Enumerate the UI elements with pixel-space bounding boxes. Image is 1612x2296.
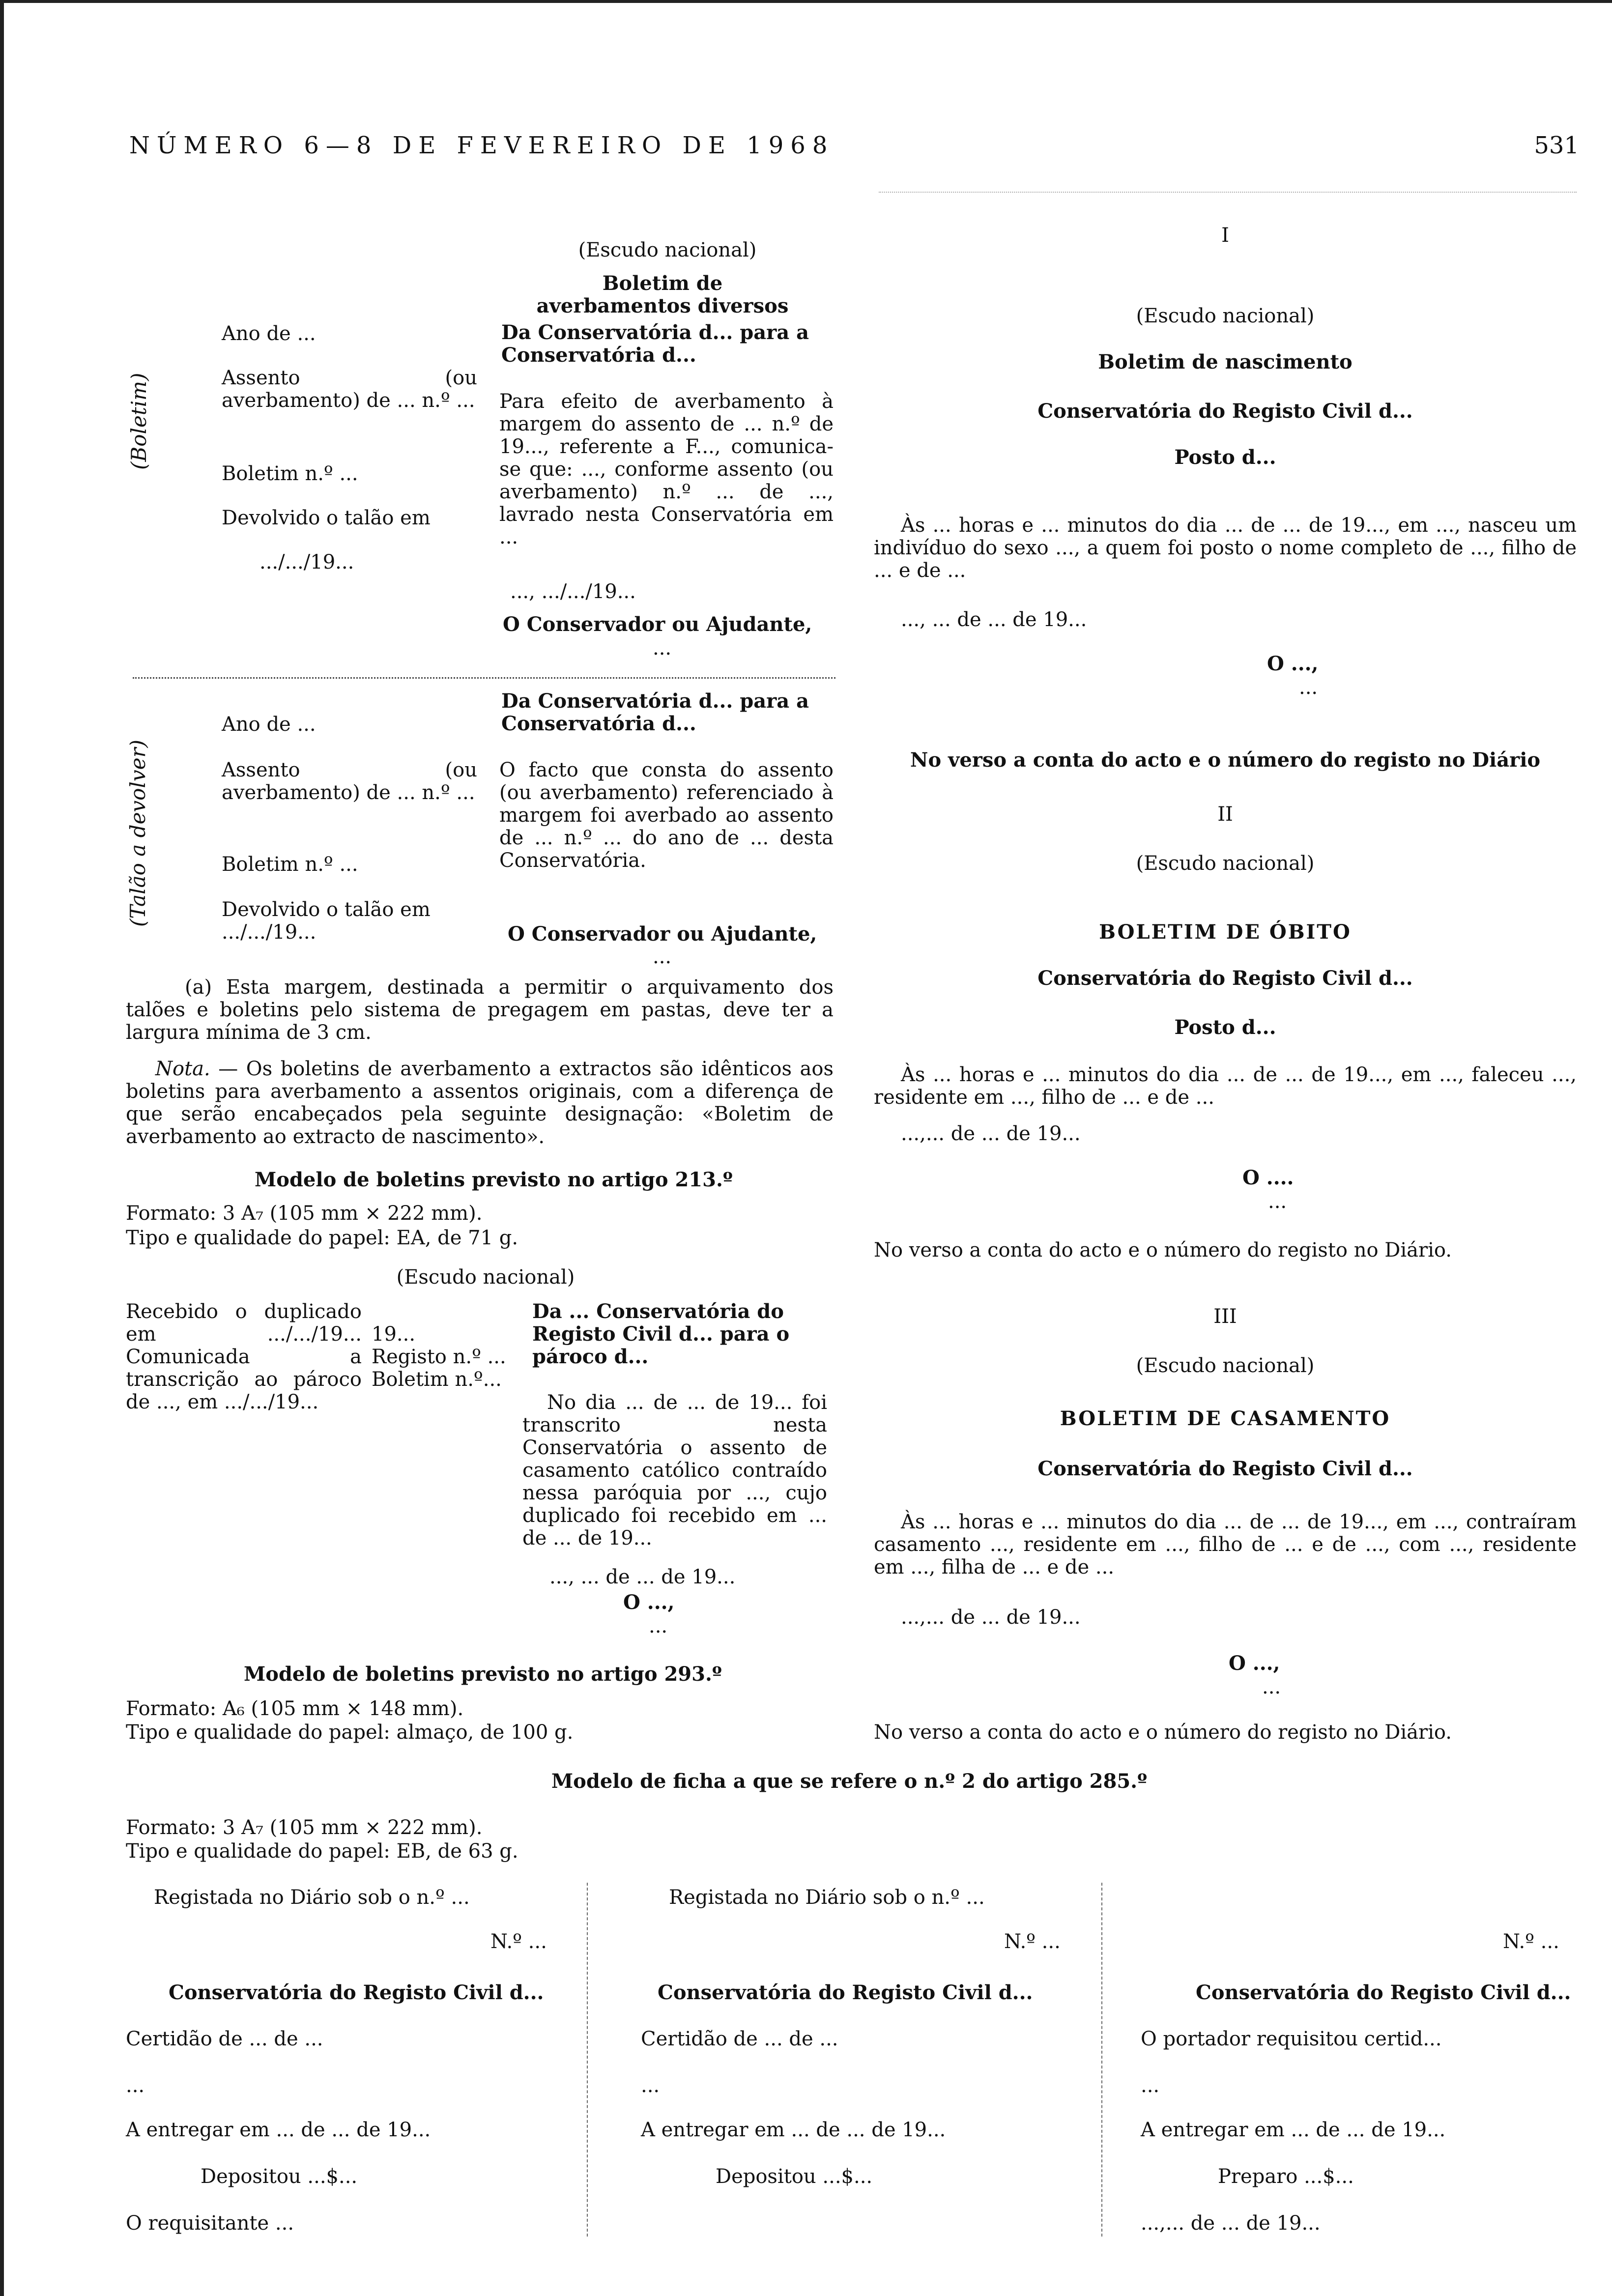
modelo-213-col2-c: Boletim n.º...	[372, 1368, 502, 1391]
averb-place-date: ..., .../.../19...	[510, 580, 636, 603]
ficha-c2-num: N.º ...	[1004, 1930, 1061, 1953]
modelo-293-title: Modelo de boletins previsto no artigo 293.º	[244, 1663, 722, 1686]
ficha-c3-date: ...,... de ... de 19...	[1141, 2212, 1321, 2235]
page-number: 531	[1534, 132, 1579, 159]
boletim-I-posto: Posto d...	[1174, 446, 1276, 469]
modelo-213-place-date: ..., ... de ... de 19...	[549, 1566, 736, 1588]
boletim-I-date: ..., ... de ... de 19...	[901, 608, 1087, 631]
boletim-III-body: Às ... horas e ... minutos do dia ... de ... de 19..., em ..., contraíram casamento ..., residente em ..., filho de ... e de ..., com ..., residente em ..., filha de ... e de ...	[874, 1511, 1577, 1578]
nota-text: — Os boletins de averbamento a extractos são idênticos aos boletins para averbamento a assentos originais, com a diferença de que serão encabeçados pela seguinte designação: «Boletim de averbamento ao extracto de nascimento».	[126, 1058, 834, 1148]
page-header	[129, 132, 1579, 166]
modelo-213-sign-dots: ...	[649, 1615, 668, 1637]
ficha-title: Modelo de ficha a que se refere o n.º 2 do artigo 285.º	[551, 1770, 1148, 1793]
modelo-213-formato: Formato: 3 A₇ (105 mm × 222 mm).	[126, 1202, 483, 1225]
vertical-label-talao: (Talão a devolver)	[126, 740, 150, 927]
boletim-I-number: I	[1221, 224, 1229, 247]
modelo-293-formato: Formato: A₆ (105 mm × 148 mm).	[126, 1697, 464, 1720]
boletim-III-sign: O ...,	[1229, 1652, 1280, 1675]
boletim-I-verso: No verso a conta do acto e o número do registo no Diário	[910, 748, 1541, 772]
averb-signature: O Conservador ou Ajudante,	[503, 613, 812, 636]
vertical-label-boletim: (Boletim)	[127, 373, 151, 470]
averb-left-assento: Assento (ou averbamento) de ... n.º ...	[222, 367, 477, 412]
header-rule	[879, 192, 1577, 193]
modelo-213-tipo: Tipo e qualidade do papel: EA, de 71 g.	[126, 1227, 518, 1249]
averb-body: Para efeito de averbamento à margem do assento de ... n.º de 19..., referente a F..., comunica-se que: ..., conforme assento (ou averbamento) n.º ... de ..., lavrado nesta Conservatória em ...	[499, 390, 834, 548]
averb-left-devolvido: Devolvido o talão em	[222, 507, 431, 529]
modelo-213-col2-a: 19...	[372, 1323, 416, 1346]
ficha-c3-cons: Conservatória do Registo Civil d...	[1196, 1981, 1571, 2004]
boletim-I-sign: O ...,	[1267, 652, 1319, 675]
averb-currency: (Escudo nacional)	[578, 239, 757, 261]
boletim-III-sign-dots: ...	[1262, 1676, 1281, 1698]
averb-title: Boletim de averbamentos diversos	[536, 272, 789, 317]
nota-label: Nota.	[155, 1058, 210, 1080]
cut-line	[133, 677, 835, 679]
modelo-213-col2-b: Registo n.º ...	[372, 1346, 506, 1368]
boletim-III-verso: No verso a conta do acto e o número do registo no Diário.	[874, 1721, 1452, 1744]
ficha-c1-num: N.º ...	[490, 1930, 547, 1953]
nota	[126, 1058, 834, 1148]
boletim-II-title: BOLETIM DE ÓBITO	[1099, 920, 1352, 944]
ficha-c2-dots: ...	[641, 2074, 660, 2097]
averb-from-to: Da Conservatória d... para a Conservatória d...	[501, 321, 809, 367]
boletim-III-number: III	[1213, 1305, 1237, 1328]
boletim-II-posto: Posto d...	[1174, 1016, 1276, 1039]
talao-left-boletim: Boletim n.º ...	[222, 853, 358, 876]
ficha-tipo: Tipo e qualidade do papel: EB, de 63 g.	[126, 1840, 518, 1863]
ficha-c1-req: O requisitante ...	[126, 2212, 294, 2235]
talao-left-ano: Ano de ...	[222, 713, 316, 736]
boletim-II-sign: O ....	[1242, 1166, 1294, 1189]
modelo-213-title: Modelo de boletins previsto no artigo 213.º	[255, 1168, 733, 1191]
boletim-III-title: BOLETIM DE CASAMENTO	[1060, 1407, 1391, 1430]
ficha-c2-cons: Conservatória do Registo Civil d...	[658, 1981, 1033, 2004]
ficha-c1-certidao: Certidão de ... de ...	[126, 2028, 323, 2050]
averb-left-date: .../.../19...	[259, 551, 354, 574]
modelo-213-sign: O ...,	[623, 1591, 675, 1614]
boletim-II-date: ...,... de ... de 19...	[901, 1122, 1081, 1145]
boletim-I-cons: Conservatória do Registo Civil d...	[1037, 400, 1413, 423]
averb-signature-dots: ...	[653, 637, 672, 660]
modelo-293-tipo: Tipo e qualidade do papel: almaço, de 100 g.	[126, 1721, 574, 1744]
note-a: (a) Esta margem, destinada a permitir o arquivamento dos talões e boletins pelo sistema de pregagem em pastas, deve ter a largura mínima de 3 cm.	[126, 976, 834, 1044]
modelo-213-col3-title: Da ... Conservatória do Registo Civil d... para o pároco d...	[532, 1300, 790, 1368]
boletim-I-title: Boletim de nascimento	[1098, 350, 1353, 373]
talao-left-devolvido: Devolvido o talão em .../.../19...	[222, 898, 431, 944]
ficha-c1-registada: Registada no Diário sob o n.º ...	[154, 1886, 470, 1909]
boletim-III-date: ...,... de ... de 19...	[901, 1606, 1081, 1629]
ficha-c3-portador: O portador requisitou certid...	[1141, 2028, 1442, 2050]
modelo-213-col1: Recebido o duplicado em .../.../19... Comunicada a transcrição ao pároco de ..., em .../.../19...	[126, 1300, 362, 1413]
ficha-c1-cons: Conservatória do Registo Civil d...	[169, 1981, 544, 2004]
talao-left-assento: Assento (ou averbamento) de ... n.º ...	[222, 759, 477, 804]
ficha-c2-certidao: Certidão de ... de ...	[641, 2028, 838, 2050]
ficha-c3-entregar: A entregar em ... de ... de 19...	[1141, 2119, 1446, 2141]
ficha-c2-registada: Registada no Diário sob o n.º ...	[669, 1886, 985, 1909]
ficha-c1-entregar: A entregar em ... de ... de 19...	[126, 2119, 431, 2141]
boletim-I-body: Às ... horas e ... minutos do dia ... de ... de 19..., em ..., nasceu um indivíduo do sexo ..., a quem foi posto o nome completo de ..., filho de ... e de ...	[874, 514, 1577, 582]
boletim-III-cons: Conservatória do Registo Civil d...	[1037, 1457, 1413, 1480]
boletim-II-number: II	[1217, 803, 1233, 826]
boletim-II-verso: No verso a conta do acto e o número do registo no Diário.	[874, 1239, 1452, 1262]
ficha-c3-preparo: Preparo ...$...	[1218, 2165, 1354, 2188]
boletim-II-currency: (Escudo nacional)	[1136, 852, 1315, 875]
ficha-c3-num: N.º ...	[1503, 1930, 1559, 1953]
ficha-divider-2	[1101, 1883, 1102, 2237]
ficha-c3-dots: ...	[1141, 2074, 1160, 2097]
ficha-c2-deposito: Depositou ...$...	[716, 2165, 873, 2188]
averb-left-boletim: Boletim n.º ...	[222, 462, 358, 485]
boletim-II-body: Às ... horas e ... minutos do dia ... de ... de 19..., em ..., faleceu ..., residente em ..., filho de ... e de ...	[874, 1063, 1577, 1109]
ficha-c1-deposito: Depositou ...$...	[201, 2165, 358, 2188]
talao-body: O facto que consta do assento (ou averbamento) referenciado à margem foi averbado ao assento de ... n.º ... do ano de ... desta Conservatória.	[499, 759, 834, 872]
averb-left-ano: Ano de ...	[222, 322, 316, 345]
ficha-divider-1	[587, 1883, 588, 2237]
boletim-I-currency: (Escudo nacional)	[1136, 305, 1315, 327]
talao-signature-dots: ...	[653, 946, 672, 968]
boletim-I-sign-dots: ...	[1299, 676, 1318, 699]
modelo-213-currency: (Escudo nacional)	[396, 1266, 575, 1289]
boletim-II-cons: Conservatória do Registo Civil d...	[1037, 967, 1413, 990]
talao-from-to: Da Conservatória d... para a Conservatória d...	[501, 689, 809, 735]
modelo-213-col3-body: No dia ... de ... de 19... foi transcrito nesta Conservatória o assento de casamento católico contraído nessa paróquia por ..., cujo duplicado foi recebido em ... de ... de 19...	[522, 1391, 827, 1550]
ficha-c1-dots: ...	[126, 2074, 145, 2097]
talao-signature: O Conservador ou Ajudante,	[508, 922, 817, 946]
header-title: NÚMERO 6—8 DE FEVEREIRO DE 1968	[129, 132, 835, 159]
boletim-II-sign-dots: ...	[1268, 1190, 1287, 1213]
boletim-III-currency: (Escudo nacional)	[1136, 1354, 1315, 1377]
ficha-formato: Formato: 3 A₇ (105 mm × 222 mm).	[126, 1816, 483, 1839]
ficha-c2-entregar: A entregar em ... de ... de 19...	[641, 2119, 946, 2141]
